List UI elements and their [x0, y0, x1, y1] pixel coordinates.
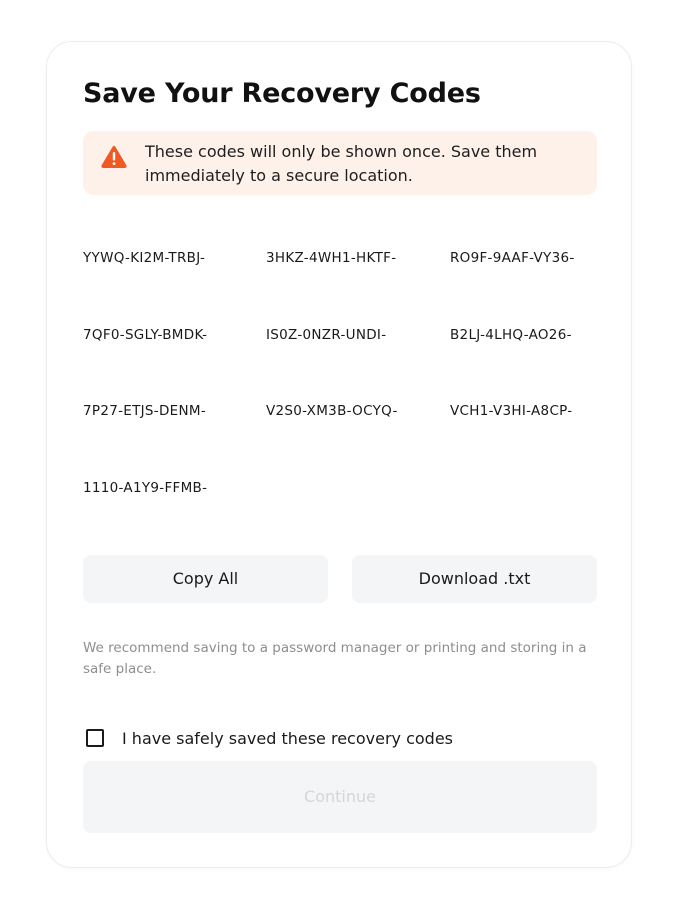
recovery-code: IS0Z-0NZR-UNDI-	[266, 327, 387, 343]
confirm-saved-checkbox[interactable]	[86, 729, 104, 747]
recovery-code: B2LJ-4LHQ-AO26-	[450, 327, 572, 343]
recovery-code: VCH1-V3HI-A8CP-	[450, 403, 573, 419]
recovery-codes-grid	[83, 250, 597, 520]
recovery-code: 7P27-ETJS-DENM-	[83, 403, 207, 419]
save-hint-text: We recommend saving to a password manager or printing and storing in a safe place.	[83, 640, 587, 677]
recovery-code: 7QF0-SGLY-BMDK-	[83, 327, 208, 343]
continue-button[interactable]: Continue	[83, 761, 597, 833]
page-title: Save Your Recovery Codes	[83, 78, 481, 109]
copy-all-button[interactable]: Copy All	[83, 555, 328, 603]
download-txt-button[interactable]: Download .txt	[352, 555, 597, 603]
recovery-code: V2S0-XM3B-OCYQ-	[266, 403, 398, 419]
recovery-code: 3HKZ-4WH1-HKTF-	[266, 250, 397, 266]
warning-text: These codes will only be shown once. Save them immediately to a secure location.	[145, 142, 538, 185]
recovery-code: RO9F-9AAF-VY36-	[450, 250, 575, 266]
warning-banner	[83, 131, 597, 195]
confirm-saved-row[interactable]	[86, 728, 586, 750]
warning-triangle-icon	[101, 145, 127, 169]
recovery-code: 1110-A1Y9-FFMB-	[83, 480, 208, 496]
confirm-saved-label[interactable]: I have safely saved these recovery codes	[122, 729, 454, 748]
recovery-code: YYWQ-KI2M-TRBJ-	[83, 250, 206, 266]
recovery-codes-card	[46, 41, 632, 868]
